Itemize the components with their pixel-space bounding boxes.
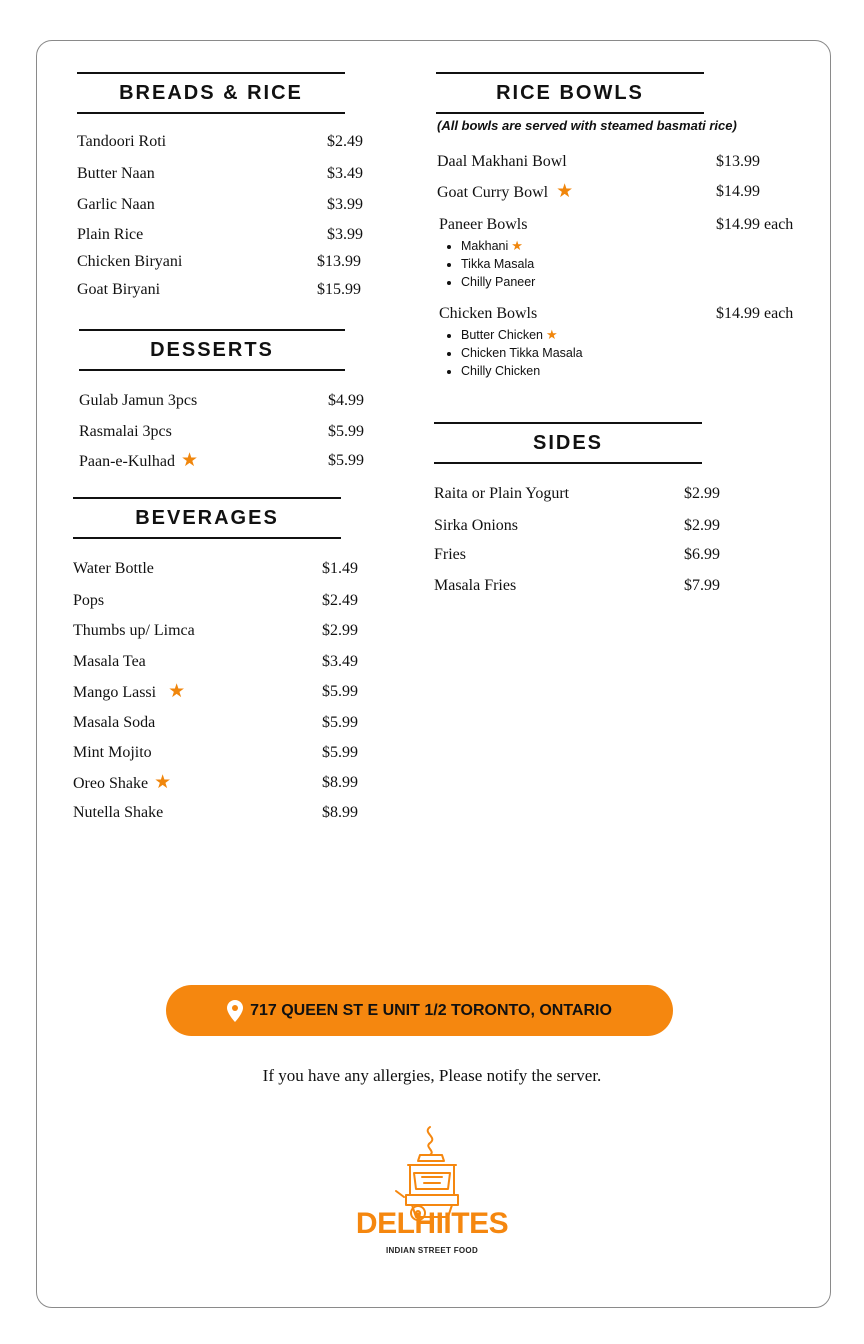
list-item: • Chicken Tikka Masala [461,344,583,362]
menu-item [73,681,363,703]
item-price: $8.99 [322,774,358,791]
item-price: $14.99 each [716,305,794,322]
star-icon: ★ [154,772,172,793]
item-name: Daal Makhani Bowl [437,153,567,170]
menu-item [73,712,363,734]
menu-item [77,131,367,153]
item-price: $3.49 [322,653,358,670]
rice-bowls-note: (All bowls are served with steamed basmati rice) [437,118,737,133]
item-name: Tandoori Roti [77,133,167,150]
list-item: • Makhani ★ [461,237,535,255]
item-name: Fries [434,546,466,563]
item-price: $6.99 [684,546,720,563]
item-price: $14.99 each [716,216,794,233]
item-name: Goat Curry Bowl ★ [437,181,574,202]
item-name: Thumbs up/ Limca [73,622,195,639]
location-pin-icon [227,1000,243,1022]
item-price: $5.99 [328,423,364,440]
star-icon: ★ [511,238,523,253]
star-icon: ★ [556,181,574,202]
menu-item [73,558,363,580]
menu-item [434,575,734,597]
item-price: $2.99 [684,517,720,534]
item-price: $4.99 [328,392,364,409]
item-name: Chicken Bowls [439,305,538,322]
item-name: Pops [73,592,105,609]
item-price: $3.49 [327,165,363,182]
food-cart-icon [352,1125,512,1265]
item-name: Paan-e-Kulhad ★ [79,450,199,471]
menu-item [73,742,363,764]
item-price: $8.99 [322,804,358,821]
section-title-rice-bowls: RICE BOWLS [436,72,704,114]
menu-item [79,421,369,443]
item-name: Plain Rice [77,226,144,243]
menu-item [434,515,734,537]
menu-item [77,224,367,246]
brand-name: DELHIITES [355,1207,509,1240]
menu-item [77,251,367,273]
item-price: $5.99 [322,744,358,761]
menu-item [77,279,367,301]
item-name: Goat Biryani [77,281,161,298]
menu-item [73,772,363,794]
item-price: $2.49 [327,133,363,150]
item-price: $2.49 [322,592,358,609]
item-price: $15.99 [317,281,361,298]
menu-item [77,194,367,216]
list-item: • Tikka Masala [461,255,535,273]
item-name: Masala Tea [73,653,146,670]
menu-item [439,303,809,325]
item-name: Paneer Bowls [439,216,528,233]
address-text: 717 QUEEN ST E UNIT 1/2 TORONTO, ONTARIO [250,1001,612,1019]
item-name: Garlic Naan [77,196,155,213]
address-banner [166,985,673,1036]
item-price: $7.99 [684,577,720,594]
item-price: $5.99 [328,452,364,469]
menu-item [73,802,363,824]
item-name: Chicken Biryani [77,253,183,270]
item-name: Oreo Shake ★ [73,772,172,793]
menu-item [434,483,734,505]
section-title-sides: SIDES [434,422,702,464]
item-name: Masala Fries [434,577,517,594]
menu-item [73,651,363,673]
menu-item [73,590,363,612]
item-price: $2.99 [684,485,720,502]
menu-item [437,151,807,173]
brand-tagline: INDIAN STREET FOOD [385,1246,479,1255]
item-name: Masala Soda [73,714,156,731]
star-icon: ★ [168,681,186,702]
item-name: Nutella Shake [73,804,164,821]
item-price: $5.99 [322,714,358,731]
item-name: Mango Lassi ★ [73,681,186,702]
item-price: $2.99 [322,622,358,639]
item-price: $3.99 [327,196,363,213]
allergy-note: If you have any allergies, Please notify the server. [262,1066,602,1085]
item-price: $14.99 [716,183,760,200]
item-price: $3.99 [327,226,363,243]
item-name: Butter Naan [77,165,155,182]
star-icon: ★ [180,450,199,471]
star-icon: ★ [545,327,558,342]
item-name: Rasmalai 3pcs [79,423,172,440]
item-name: Raita or Plain Yogurt [434,485,570,502]
item-price: $13.99 [716,153,760,170]
item-name: Gulab Jamun 3pcs [79,392,198,409]
list-item: • Chilly Chicken [461,362,583,380]
item-name: Water Bottle [73,560,154,577]
item-price: $1.49 [322,560,358,577]
section-title-desserts: DESSERTS [79,329,345,371]
chicken-options [439,326,583,380]
menu-item [437,181,807,203]
item-name: Mint Mojito [73,744,152,761]
menu-item [79,450,369,472]
menu-item [77,163,367,185]
menu-item [73,620,363,642]
list-item: • Butter Chicken ★ [461,326,583,344]
menu-item [434,544,734,566]
menu-item [439,214,809,236]
item-price: $13.99 [317,253,361,270]
paneer-options [439,237,535,291]
list-item: • Chilly Paneer [461,273,535,291]
item-price: $5.99 [322,683,358,700]
menu-item [79,390,369,412]
section-title-breads-rice: BREADS & RICE [77,72,345,114]
section-title-beverages: BEVERAGES [73,497,341,539]
item-name: Sirka Onions [434,517,518,534]
